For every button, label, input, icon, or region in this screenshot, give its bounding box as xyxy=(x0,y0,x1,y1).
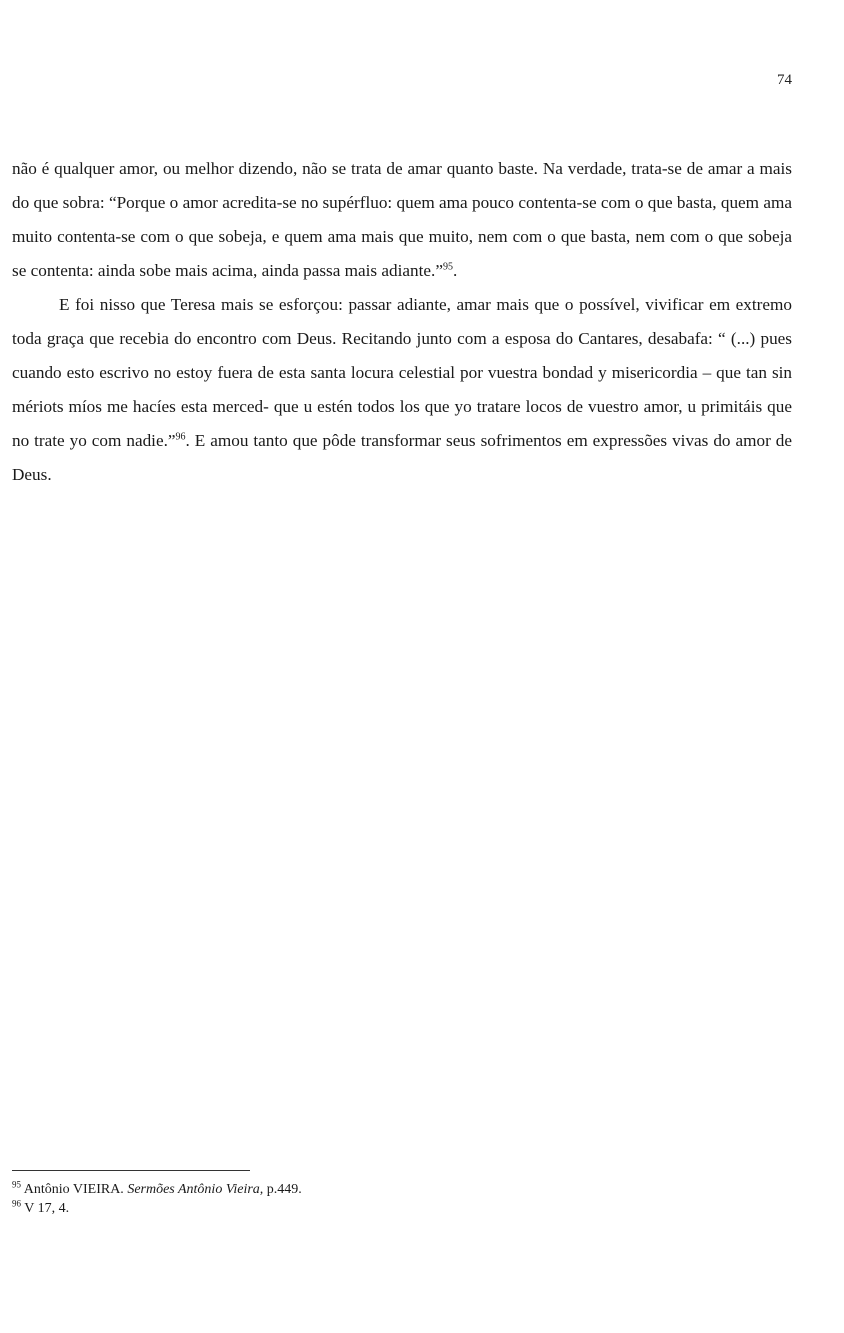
footnote-page: p.449. xyxy=(266,1182,302,1197)
footnote xyxy=(12,1180,612,1199)
footnote-reference: 96 xyxy=(175,431,186,443)
footnote-title: Sermões Antônio Vieira, xyxy=(127,1182,264,1197)
footnote-author: Antônio VIEIRA. xyxy=(23,1182,124,1197)
body-text xyxy=(12,152,792,492)
footnote-text: V 17, 4. xyxy=(24,1201,70,1216)
footnote-reference: 95 xyxy=(442,261,453,273)
paragraph-text: E foi nisso que Teresa mais se esforçou: passar adiante, amar mais que o possível, vivificar em extremo toda graça que recebia do encontro com Deus. Recitando junto com a esposa do Cantares, desabafa: “ (...) pues cuando esto escrivo no estoy fuera de esta santa locura celestial por vuestra bondad y misericordia – que tan sin mériots míos me hacíes esta merced- que u estén todos los que yo tratare locos de vuestro amor, u primitáis que no trate yo com nadie.” xyxy=(12,295,792,450)
page-number: 74 xyxy=(777,72,792,88)
paragraph-text: . E amou tanto que pôde transformar seus sofrimentos em expressões vivas do amor de Deus. xyxy=(12,431,792,484)
paragraph-text: não é qualquer amor, ou melhor dizendo, não se trata de amar quanto baste. Na verdade, trata-se de amar a mais do que sobra: “Porque o amor acredita-se no supérfluo: quem ama pouco contenta-se com o que basta, quem ama muito contenta-se com o que sobeja, e quem ama mais que muito, nem com o que basta, nem com o que sobeja se contenta: ainda sobe mais acima, ainda passa mais adiante.” xyxy=(12,159,792,280)
paragraph xyxy=(12,288,792,492)
footnote-divider xyxy=(12,1170,250,1171)
footnote-number: 95 xyxy=(12,1179,21,1190)
footnote-number: 96 xyxy=(12,1198,21,1209)
footnote xyxy=(12,1199,612,1218)
paragraph-text: . xyxy=(452,261,458,280)
paragraph xyxy=(12,152,792,288)
footnotes xyxy=(12,1180,612,1218)
